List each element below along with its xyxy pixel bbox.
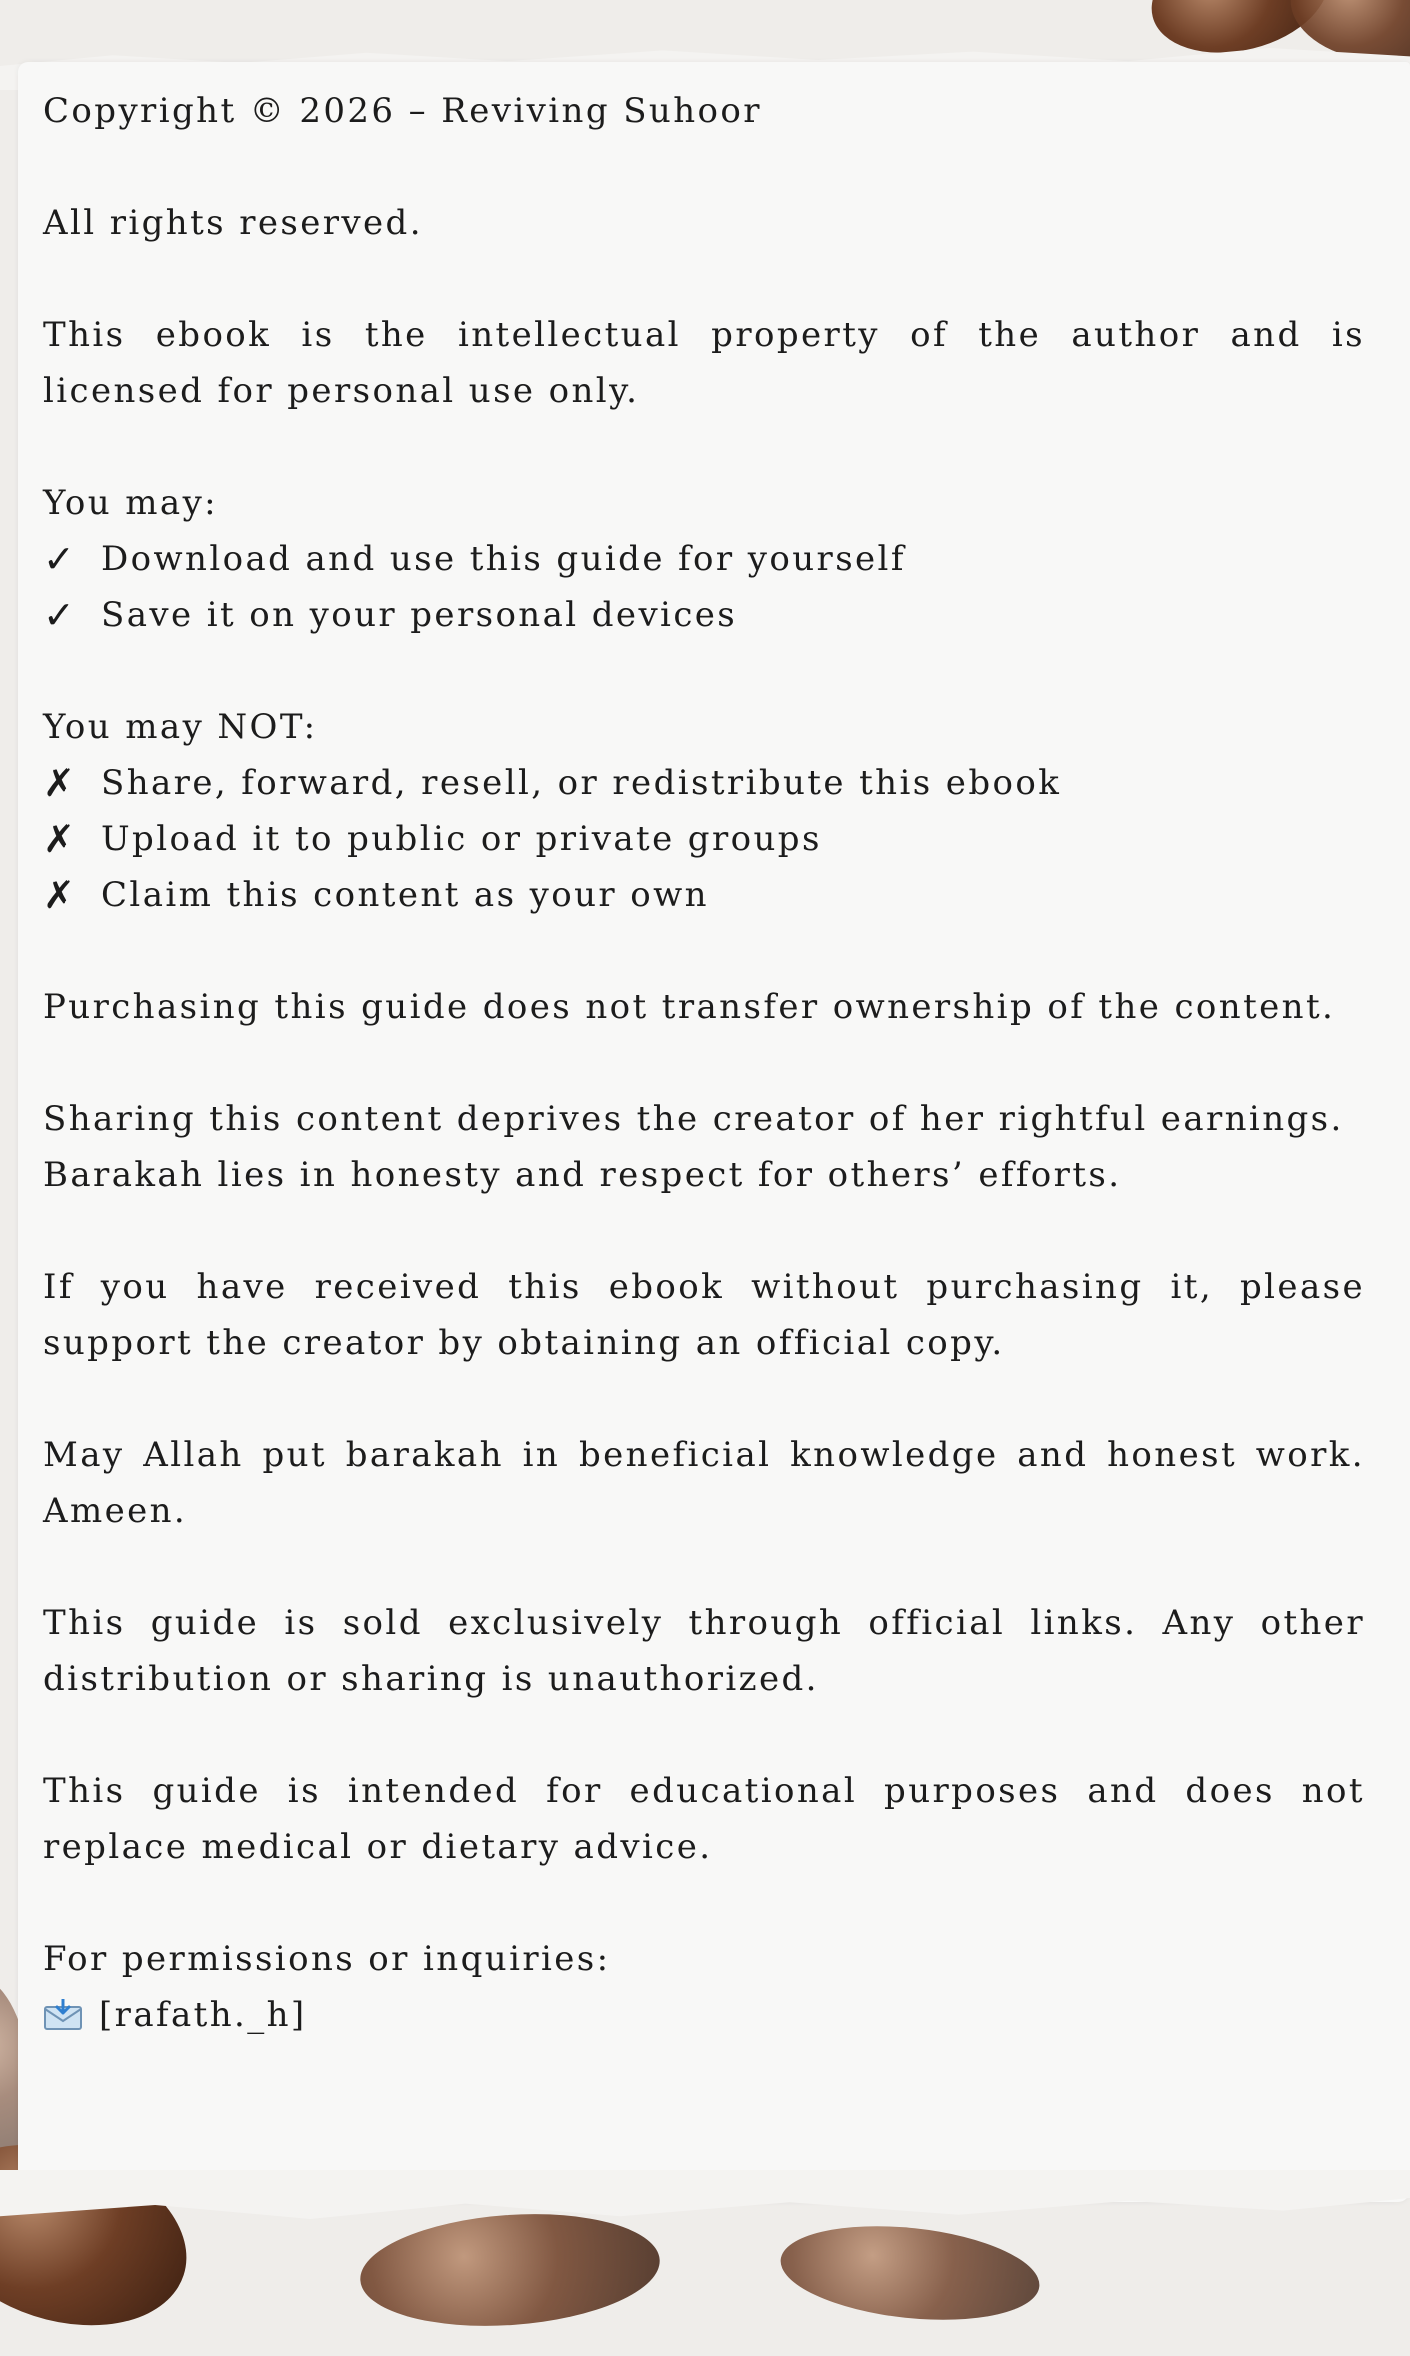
allowed-heading: You may: (43, 483, 219, 523)
contact-heading: For permissions or inquiries: (43, 1939, 611, 1979)
dua-paragraph: May Allah put barakah in beneficial knowledge and honest work. Ameen. (43, 1435, 1365, 1531)
contact-handle[interactable]: [rafath._h] (99, 1995, 307, 2035)
forbidden-item-text: Claim this content as your own (101, 875, 709, 915)
cross-icon: ✗ (43, 817, 78, 861)
sharing-line: Sharing this content deprives the creator of her rightful earnings. (43, 1099, 1344, 1139)
list-item (43, 531, 1365, 587)
copyright-notice (43, 83, 1365, 2043)
copyright-line: Copyright © 2026 – Reviving Suhoor (43, 91, 762, 131)
forbidden-heading: You may NOT: (43, 707, 318, 747)
date-fruit-decoration (357, 2205, 664, 2336)
checkmark-icon: ✓ (43, 593, 78, 637)
cross-icon: ✗ (43, 873, 78, 917)
forbidden-item-text: Upload it to public or private groups (101, 819, 822, 859)
license-paragraph: This ebook is the intellectual property of the author and is licensed for personal use only. (43, 315, 1365, 411)
list-item (43, 587, 1365, 643)
cross-icon: ✗ (43, 761, 78, 805)
allowed-item-text: Save it on your personal devices (101, 595, 738, 635)
disclaimer-paragraph: This guide is intended for educational purposes and does not replace medical or dietary advice. (43, 1771, 1365, 1867)
checkmark-icon: ✓ (43, 537, 78, 581)
list-item (43, 867, 1365, 923)
rights-line: All rights reserved. (43, 203, 423, 243)
torn-paper-bottom-edge (0, 2170, 1410, 2240)
exclusive-paragraph: This guide is sold exclusively through official links. Any other distribution or sharing is unauthorized. (43, 1603, 1365, 1699)
contact-line (43, 1987, 1365, 2043)
ownership-paragraph: Purchasing this guide does not transfer ownership of the content. (43, 987, 1336, 1027)
list-item (43, 811, 1365, 867)
forbidden-list (43, 755, 1365, 923)
allowed-item-text: Download and use this guide for yourself (101, 539, 906, 579)
barakah-line: Barakah lies in honesty and respect for others’ efforts. (43, 1155, 1122, 1195)
support-paragraph: If you have received this ebook without purchasing it, please support the creator by obtaining an official copy. (43, 1267, 1365, 1363)
inbox-tray-icon (43, 1999, 83, 2031)
forbidden-item-text: Share, forward, resell, or redistribute this ebook (101, 763, 1062, 803)
allowed-list (43, 531, 1365, 643)
list-item (43, 755, 1365, 811)
sharing-paragraph (43, 1091, 1365, 1203)
date-fruit-decoration (776, 2215, 1044, 2332)
